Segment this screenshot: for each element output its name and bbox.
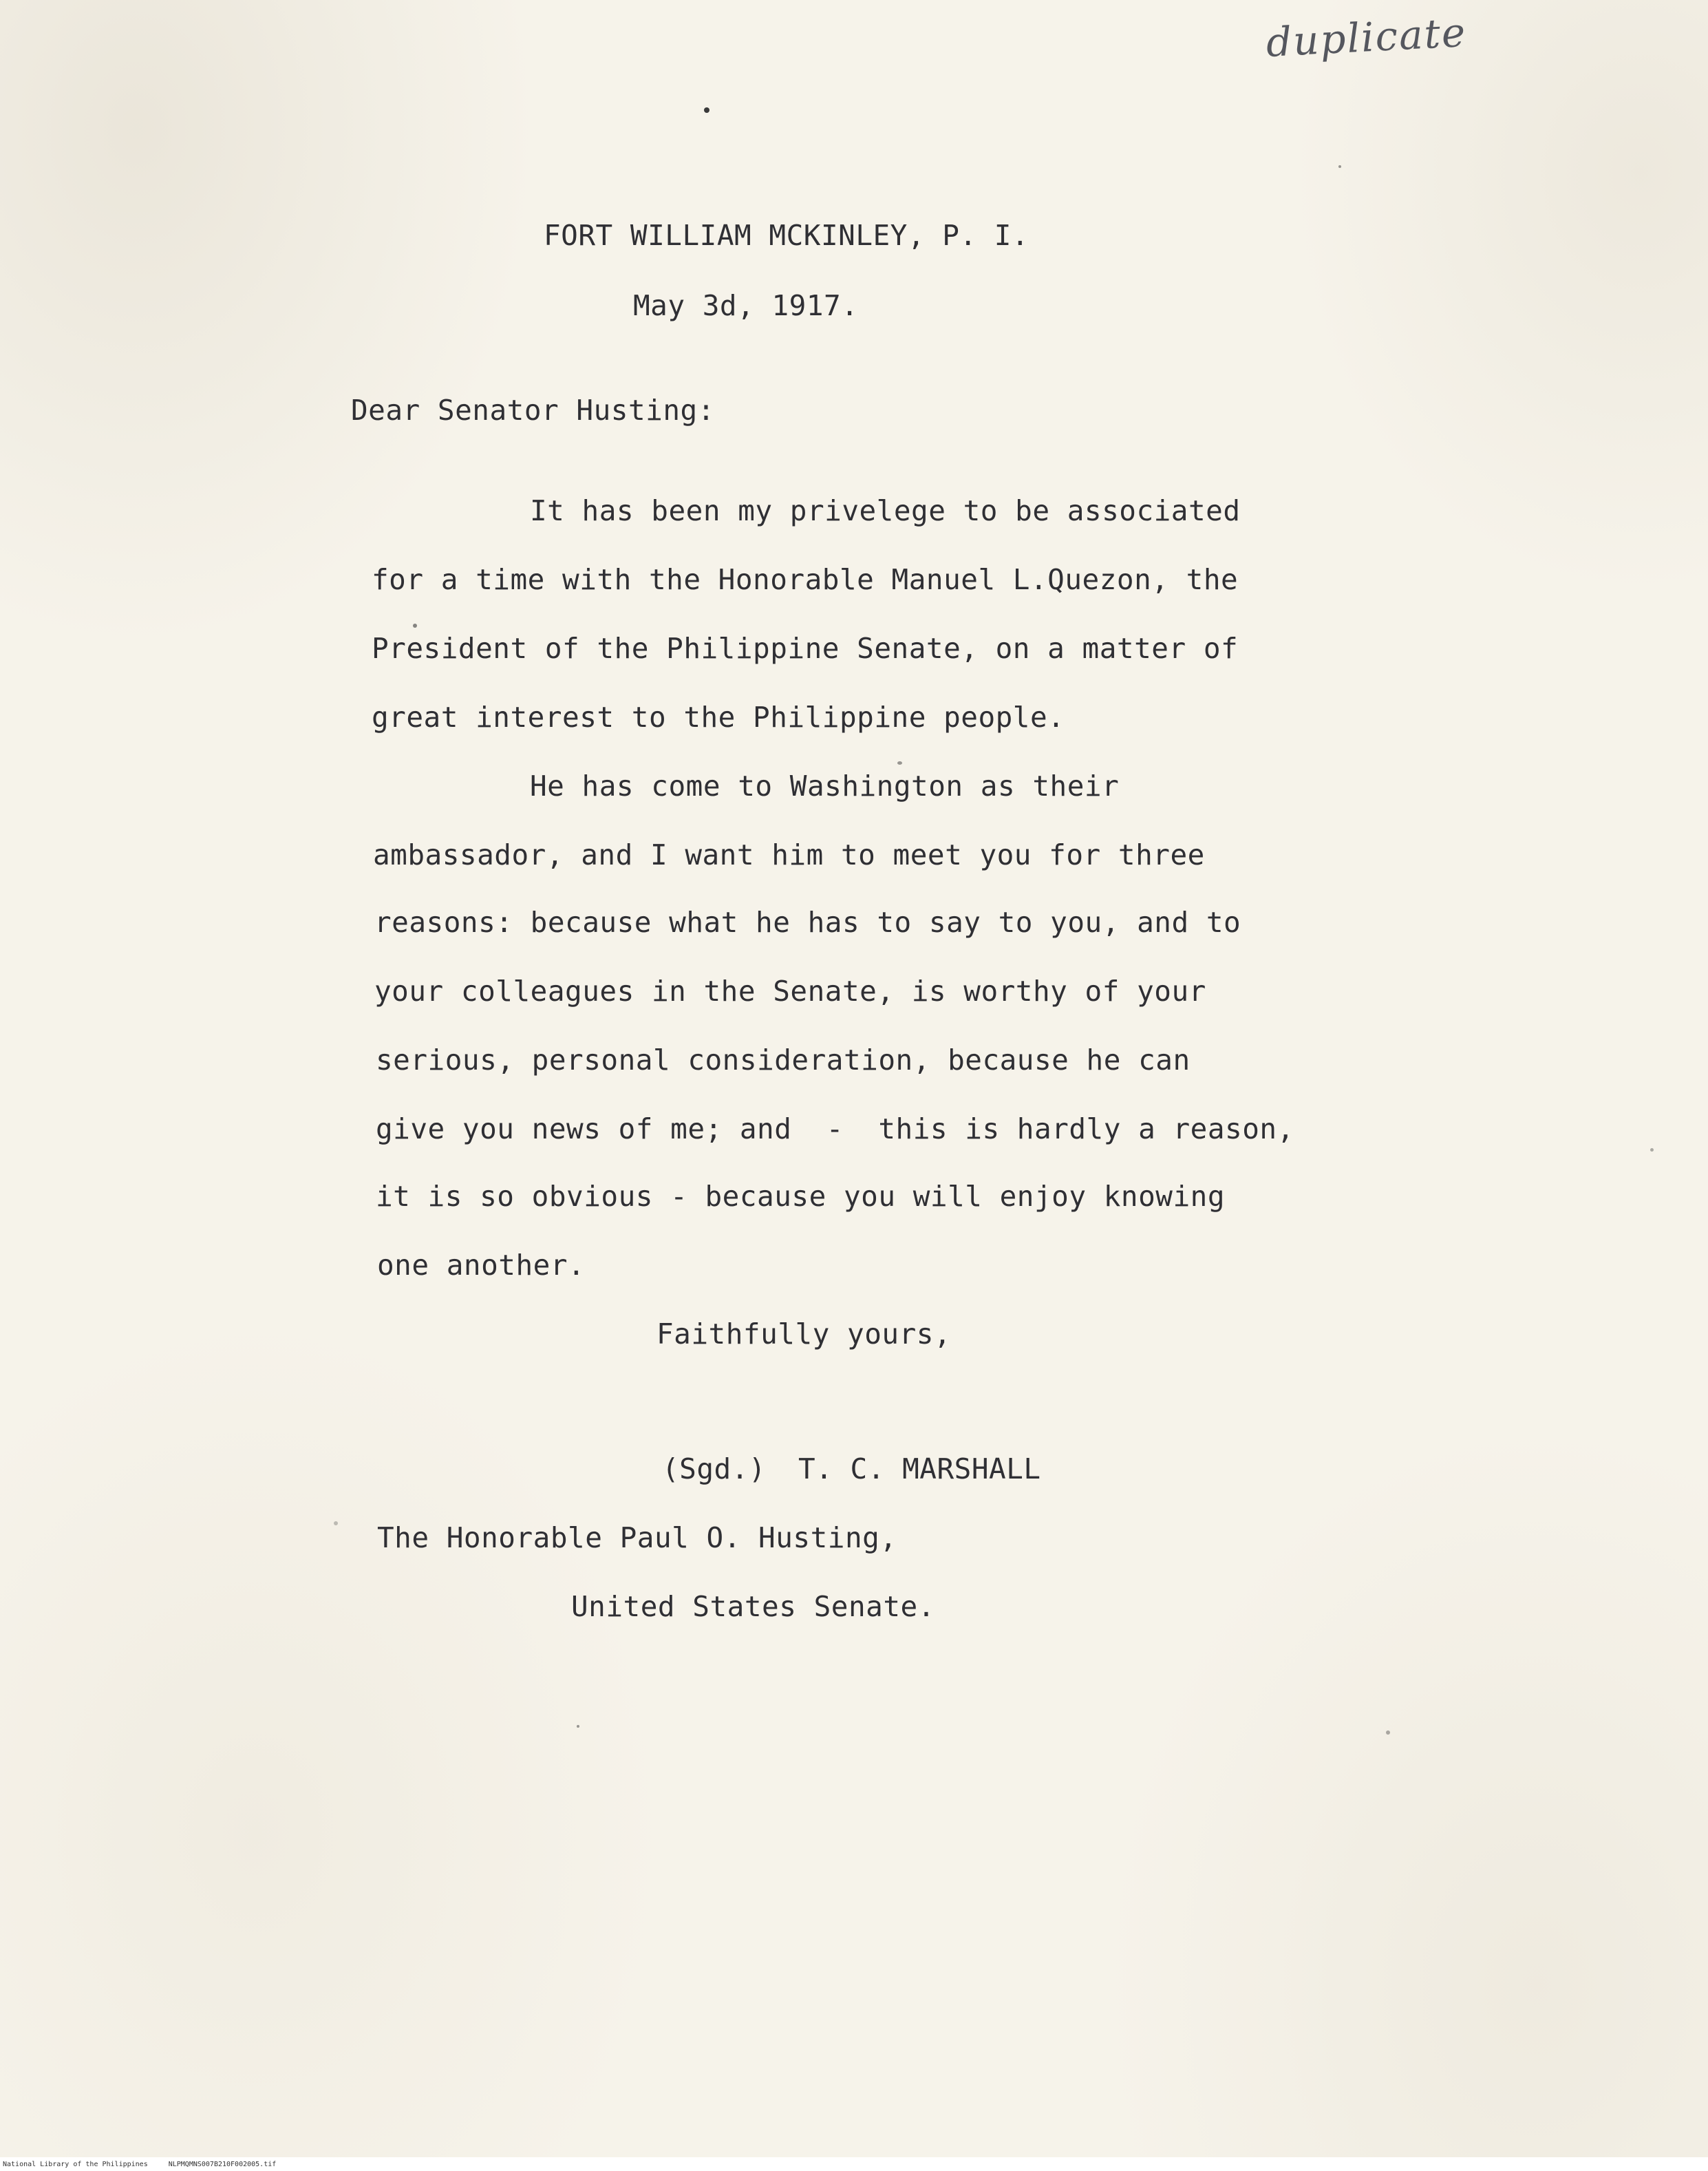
body-line: give you news of me; and - this is hardly a reason, xyxy=(376,1112,1294,1145)
body-line: ambassador, and I want him to meet you for three xyxy=(373,838,1205,871)
ink-speck xyxy=(577,1725,579,1728)
recipient-office: United States Senate. xyxy=(571,1590,935,1623)
recipient-name: The Honorable Paul O. Husting, xyxy=(377,1521,897,1554)
body-line: serious, personal consideration, because he can xyxy=(376,1044,1191,1077)
body-line: President of the Philippine Senate, on a matter of xyxy=(372,632,1239,665)
ink-speck xyxy=(704,107,709,113)
body-line: He has come to Washington as their xyxy=(530,770,1120,803)
ink-speck xyxy=(1386,1730,1390,1735)
signature-prefix: (Sgd.) xyxy=(662,1452,767,1485)
ink-speck xyxy=(334,1521,338,1525)
ink-speck xyxy=(897,761,902,765)
body-line: it is so obvious - because you will enjoy knowing xyxy=(376,1180,1226,1213)
closing: Faithfully yours, xyxy=(656,1317,952,1351)
letter-location: FORT WILLIAM MCKINLEY, P. I. xyxy=(544,219,1029,252)
body-line: reasons: because what he has to say to you, and to xyxy=(374,906,1241,939)
body-line: great interest to the Philippine people. xyxy=(372,701,1065,734)
footer-filename: NLPMQMNS007B210F002005.tif xyxy=(168,2161,277,2168)
footer-institution: National Library of the Philippines xyxy=(3,2161,148,2168)
handwritten-duplicate-note: duplicate xyxy=(1265,8,1468,66)
signature-name: T. C. MARSHALL xyxy=(798,1452,1041,1485)
body-line: your colleagues in the Senate, is worthy of your xyxy=(374,975,1206,1008)
body-line: one another. xyxy=(377,1249,586,1282)
scan-footer xyxy=(3,2161,276,2168)
salutation: Dear Senator Husting: xyxy=(351,394,715,427)
ink-speck xyxy=(1338,165,1341,168)
letter-date: May 3d, 1917. xyxy=(633,289,859,322)
ink-speck xyxy=(413,624,417,628)
body-line: for a time with the Honorable Manuel L.Quezon, the xyxy=(372,563,1239,596)
body-line: It has been my privelege to be associated xyxy=(530,494,1241,527)
ink-speck xyxy=(1650,1148,1654,1152)
